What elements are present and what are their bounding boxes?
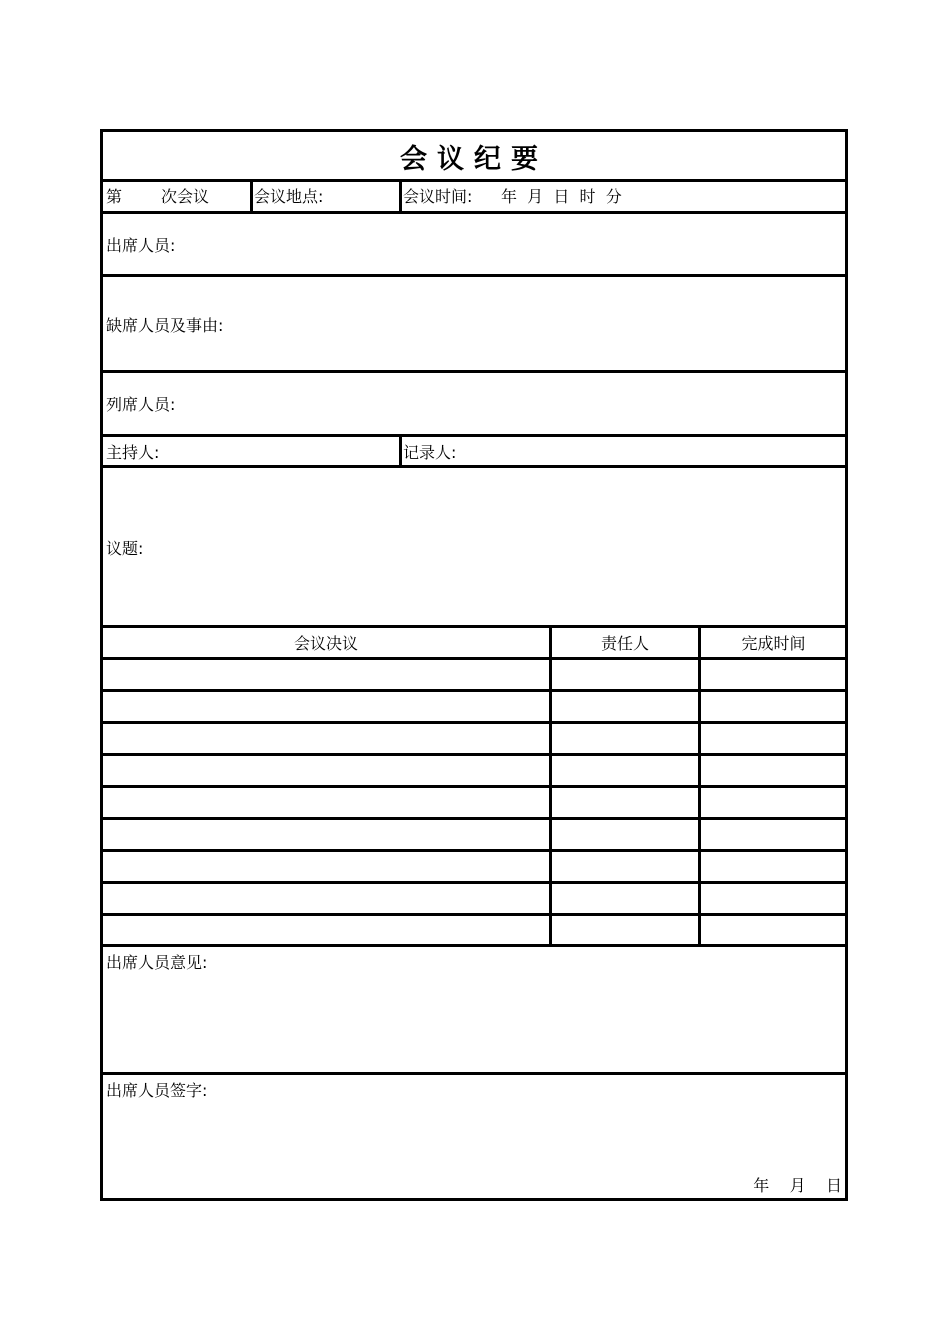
divider bbox=[103, 274, 845, 277]
table-row bbox=[103, 785, 845, 788]
divider bbox=[103, 370, 845, 373]
table-row bbox=[103, 817, 845, 820]
host-label: 主持人: bbox=[106, 443, 160, 462]
table-row bbox=[103, 753, 845, 756]
opinions-label: 出席人员意见: bbox=[106, 953, 208, 972]
meeting-location-label: 会议地点: bbox=[254, 187, 324, 206]
meeting-number-prefix: 第 bbox=[106, 187, 123, 206]
divider bbox=[103, 434, 845, 437]
meeting-minutes-form bbox=[100, 129, 848, 1201]
table-row bbox=[103, 849, 845, 852]
divider bbox=[250, 179, 253, 212]
meeting-time-units: 年 月 日 时 分 bbox=[501, 187, 622, 206]
table-row bbox=[103, 657, 845, 660]
attendees-label: 出席人员: bbox=[106, 236, 176, 255]
responsible-person-header: 责任人 bbox=[600, 634, 649, 653]
observers-label: 列席人员: bbox=[106, 395, 176, 414]
table-row bbox=[103, 881, 845, 884]
signature-label: 出席人员签字: bbox=[106, 1081, 208, 1100]
absentees-label: 缺席人员及事由: bbox=[106, 316, 224, 335]
meeting-time-label: 会议时间: bbox=[403, 187, 473, 206]
divider bbox=[103, 179, 845, 182]
meeting-number-suffix: 次会议 bbox=[161, 187, 210, 206]
divider bbox=[399, 179, 402, 212]
divider bbox=[103, 625, 845, 628]
divider bbox=[103, 211, 845, 214]
divider bbox=[399, 434, 402, 466]
recorder-label: 记录人: bbox=[403, 443, 457, 462]
topics-label: 议题: bbox=[106, 539, 144, 558]
form-title: 会议纪要 bbox=[400, 144, 548, 175]
table-row bbox=[103, 721, 845, 724]
table-row bbox=[103, 689, 845, 692]
resolution-header: 会议决议 bbox=[293, 634, 358, 653]
signature-date: 年 月 日 bbox=[753, 1176, 842, 1195]
divider bbox=[103, 465, 845, 468]
completion-time-header: 完成时间 bbox=[741, 634, 806, 653]
table-row bbox=[103, 913, 845, 916]
divider bbox=[103, 944, 845, 947]
divider bbox=[103, 1072, 845, 1075]
